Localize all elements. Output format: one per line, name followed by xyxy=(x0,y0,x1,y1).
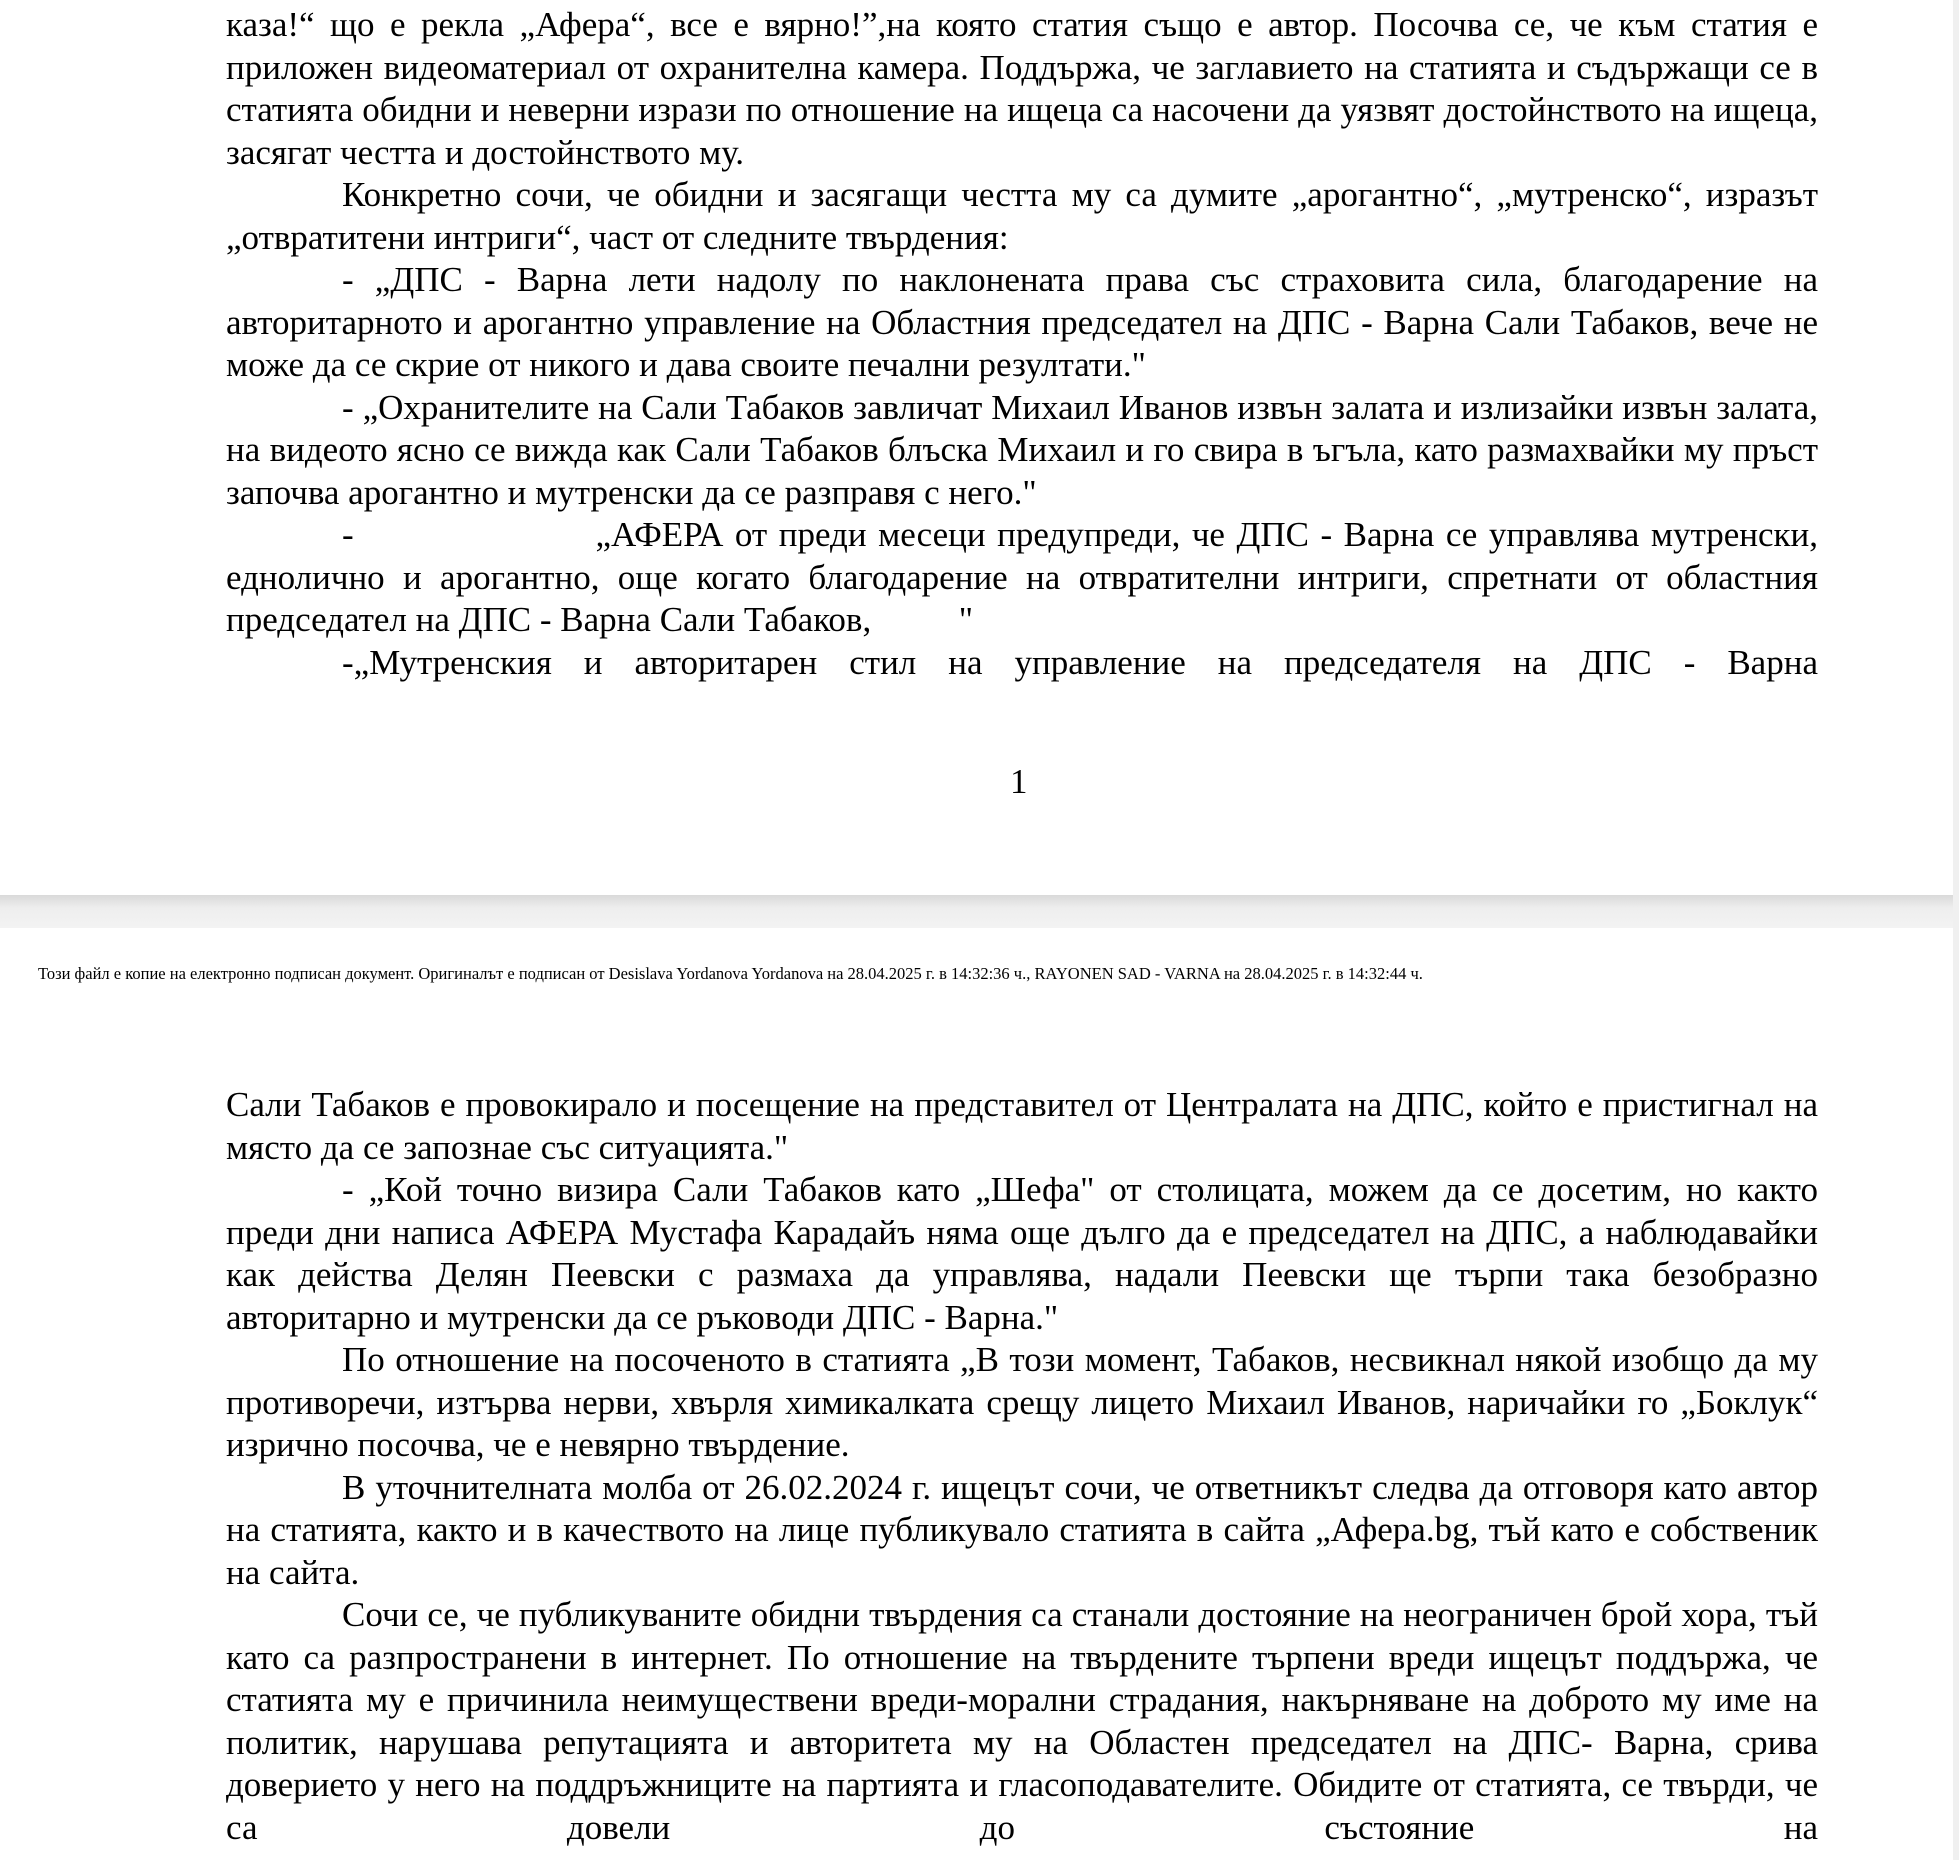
paragraph: Сали Табаков е провокирало и посещение на представител от Централата на ДПС, който е пристигнал на място да се запознае със ситуацията." xyxy=(226,1085,1818,1167)
scrollbar-track[interactable] xyxy=(1953,0,1959,1860)
paragraph: Сочи се, че публикуваните обидни твърдения са станали достояние на неограничен брой хора, тъй като са разпространени в интернет. По отношение на твърдените търпени вреди ищецът поддържа, че статията му е причинила неимуществени вреди-морални страдания, накърняване на доброто му име на политик, нарушава репутацията и авторитета му на Областен председател на ДПС- Варна, срива доверието у него на поддръжниците на партията и гласоподавателите. Обидите от статията, се твърди, че са довели до състояние на xyxy=(226,1595,1818,1847)
paragraph: По отношение на посоченото в статията „В този момент, Табаков, несвикнал някой изобщо да му противоречи, изтърва нерви, хвърля химикалката срещу лицето Михаил Иванов, наричайки го „Боклук“ изрично посочва, че е невярно твърдение. xyxy=(226,1340,1818,1464)
paragraph: В уточнителната молба от 26.02.2024 г. ищецът сочи, че ответникът следва да отговоря като автор на статията, както и в качеството на лице публикувало статията в сайта „Афера.bg, тъй като е собственик на сайта. xyxy=(226,1467,1818,1592)
paragraph: -„Мутренския и авторитарен стил на управление на председателя на ДПС - Варна xyxy=(342,642,1818,682)
page-separator xyxy=(0,895,1959,928)
e-signature-notice: Този файл е копие на електронно подписан документ. Оригиналът е подписан от Desislava Yordanova Yordanova на 28.04.2025 г. в 14:32:36 ч., RAYONEN SAD - VARNA на 28.04.2025 г. в 14:32:44 ч. xyxy=(38,964,1423,983)
paragraph: - „ДПС - Варна лети надолу по наклонената права със страховита сила, благодарение на авторитарното и арогантно управление на Областния председател на ДПС - Варна Сали Табаков, вече не може да се скрие от никого и дава своите печални резултати." xyxy=(226,260,1818,384)
paragraph: Конкретно сочи, че обидни и засягащи честта му са думите „арогантно“, „мутренско“, изразът „отвратитени интриги“, част от следните твърдения: xyxy=(226,175,1818,257)
paragraph: - „Кой точно визира Сали Табаков като „Шефа" от столицата, можем да се досетим, но както преди дни написа АФЕРА Мустафа Карадайъ няма още дълго да е председател на ДПС, а наблюдавайки как действа Делян Пеевски с размаха да управлява, надали Пеевски ще търпи така безобразно авторитарно и мутренски да се ръководи ДПС - Варна." xyxy=(226,1170,1818,1337)
page-1-body xyxy=(226,4,1827,684)
page-2-body xyxy=(226,1084,1818,1849)
document-page-1 xyxy=(0,0,1953,895)
paragraph: - „Охранителите на Сали Табаков завличат Михаил Иванов извън залата и излизайки извън залата, на видеото ясно се вижда как Сали Табаков блъска Михаил и го свира в ъгъла, като размахвайки му пръст започва арогантно и мутренски да се разправя с него." xyxy=(226,387,1818,512)
paragraph: каза!“ що е рекла „Афера“, все е вярно!”,на която статия също е автор. Посочва се, че към статия е приложен видеоматериал от охранителна камера. Поддържа, че заглавието на статията и съдържащи се в статията обидни и неверни изрази по отношение на ищеца са насочени да уязвят достойнството на ищеца, засягат честта и достойнството му. xyxy=(226,5,1818,172)
page-number: 1 xyxy=(1010,762,1028,801)
paragraph: - „АФЕРА от преди месеци предупреди, че ДПС - Варна се управлява мутренски, еднолично и арогантно, още когато благодарение на отвратителни интриги, спретнати от областния председател на ДПС - Варна Сали Табаков, " xyxy=(226,515,1827,639)
